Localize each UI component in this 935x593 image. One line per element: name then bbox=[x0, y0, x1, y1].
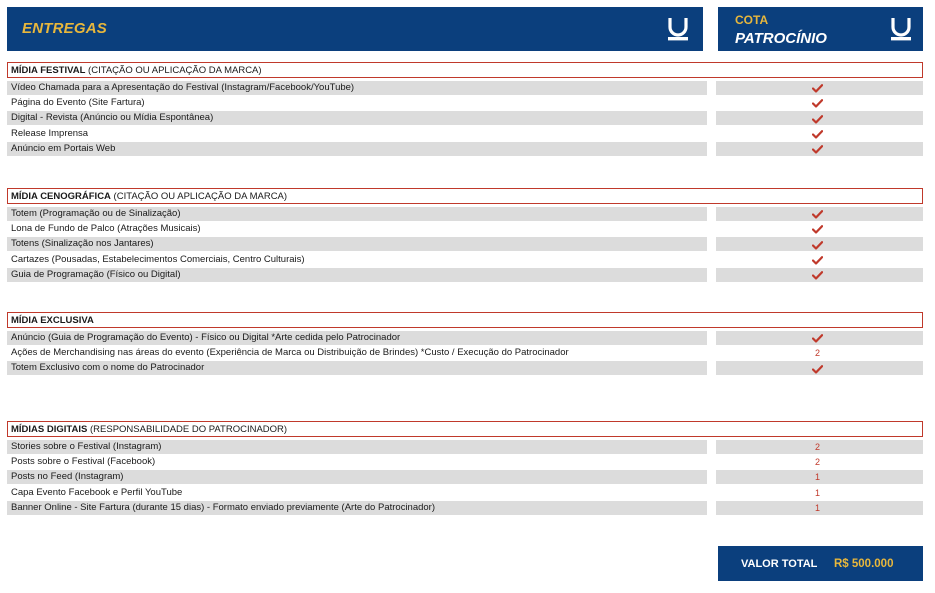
deliverable-label: Release Imprensa bbox=[11, 127, 89, 139]
section-title-rest: (CITAÇÃO OU APLICAÇÃO DA MARCA) bbox=[110, 191, 288, 202]
u-logo-icon bbox=[890, 16, 912, 42]
deliverable-label: Banner Online - Site Fartura (durante 15 dias) - Formato enviado previamente (Arte do Patrocinador) bbox=[7, 501, 707, 515]
deliverable-row bbox=[7, 346, 923, 361]
deliverable-value bbox=[716, 486, 923, 500]
deliverable-label: Capa Evento Facebook e Perfil YouTube bbox=[11, 486, 183, 498]
section-title-bold: MÍDIA FESTIVAL bbox=[11, 65, 86, 76]
deliverable-row bbox=[7, 96, 923, 111]
quantity-value: 2 bbox=[814, 457, 820, 468]
checkmark-icon bbox=[812, 99, 823, 108]
deliverable-value bbox=[716, 207, 923, 221]
quantity-value: 1 bbox=[814, 502, 820, 513]
valor-total-box bbox=[718, 546, 923, 581]
deliverable-label: Anúncio em Portais Web bbox=[7, 142, 707, 156]
deliverable-row bbox=[7, 331, 923, 346]
deliverable-row bbox=[7, 127, 923, 142]
checkmark-icon bbox=[812, 84, 823, 93]
deliverable-value bbox=[716, 253, 923, 267]
checkmark-icon bbox=[812, 334, 823, 343]
entregas-header bbox=[7, 7, 703, 51]
checkmark-icon bbox=[812, 241, 823, 250]
deliverable-row bbox=[7, 81, 923, 96]
deliverable-value bbox=[716, 346, 923, 360]
deliverable-value bbox=[716, 111, 923, 125]
deliverable-value bbox=[716, 470, 923, 484]
checkmark-icon bbox=[812, 256, 823, 265]
deliverable-row bbox=[7, 142, 923, 157]
deliverable-value bbox=[716, 268, 923, 282]
checkmark-icon bbox=[812, 115, 823, 124]
checkmark-icon bbox=[812, 225, 823, 234]
deliverable-value bbox=[716, 440, 923, 454]
deliverable-value bbox=[716, 501, 923, 515]
section-title-bold: MÍDIA EXCLUSIVA bbox=[11, 315, 94, 326]
deliverable-label: Lona de Fundo de Palco (Atrações Musicais) bbox=[11, 223, 201, 235]
section-title-bold: MÍDIAS DIGITAIS bbox=[11, 424, 88, 435]
deliverable-row bbox=[7, 486, 923, 501]
deliverable-label: Posts no Feed (Instagram) bbox=[7, 470, 707, 484]
deliverable-label: Guia de Programação (Físico ou Digital) bbox=[7, 268, 707, 282]
deliverable-label: Totens (Sinalização nos Jantares) bbox=[7, 237, 707, 251]
deliverable-row bbox=[7, 237, 923, 252]
cota-label: COTA bbox=[735, 13, 769, 27]
deliverable-value bbox=[716, 142, 923, 156]
patrocinio-label: PATROCÍNIO bbox=[735, 30, 827, 47]
deliverable-row bbox=[7, 455, 923, 470]
deliverable-row bbox=[7, 501, 923, 516]
checkmark-icon bbox=[812, 365, 823, 374]
checkmark-icon bbox=[812, 145, 823, 154]
deliverable-label: Totem (Programação ou de Sinalização) bbox=[7, 207, 707, 221]
deliverable-row bbox=[7, 361, 923, 376]
deliverable-label: Stories sobre o Festival (Instagram) bbox=[7, 440, 707, 454]
deliverable-label: Página do Evento (Site Fartura) bbox=[11, 97, 145, 109]
section-title-rest: (RESPONSABILIDADE DO PATROCINADOR) bbox=[87, 424, 288, 435]
quantity-value: 2 bbox=[814, 442, 820, 452]
deliverable-label: Ações de Merchandising nas áreas do evento (Experiência de Marca ou Distribuição de Brindes) *Custo / Execução do Patrocinador bbox=[11, 347, 569, 359]
deliverable-row bbox=[7, 222, 923, 237]
deliverable-label: Posts sobre o Festival (Facebook) bbox=[11, 456, 156, 468]
checkmark-icon bbox=[812, 130, 823, 139]
section-midia-exclusiva bbox=[7, 312, 923, 377]
deliverable-row bbox=[7, 207, 923, 222]
quantity-value: 1 bbox=[814, 487, 820, 498]
deliverable-value bbox=[716, 455, 923, 469]
section-title-rest: (CITAÇÃO OU APLICAÇÃO DA MARCA) bbox=[85, 65, 262, 76]
quantity-value: 1 bbox=[814, 472, 820, 483]
deliverable-value bbox=[716, 96, 923, 110]
entregas-title: ENTREGAS bbox=[22, 20, 107, 37]
deliverable-row bbox=[7, 253, 923, 268]
cota-header bbox=[718, 7, 923, 51]
section-midia-cenografica bbox=[7, 188, 923, 283]
deliverable-label: Anúncio (Guia de Programação do Evento) - Físico ou Digital *Arte cedida pelo Patrocinador bbox=[7, 331, 707, 345]
section-midia-festival bbox=[7, 62, 923, 157]
section-title bbox=[7, 62, 923, 78]
u-logo-icon bbox=[667, 16, 689, 42]
section-title bbox=[7, 312, 923, 328]
deliverable-value bbox=[716, 237, 923, 251]
checkmark-icon bbox=[812, 210, 823, 219]
deliverable-label: Digital - Revista (Anúncio ou Mídia Espontânea) bbox=[7, 111, 707, 125]
quantity-value: 2 bbox=[814, 348, 820, 359]
deliverable-row bbox=[7, 470, 923, 485]
section-midias-digitais bbox=[7, 421, 923, 516]
section-title bbox=[7, 421, 923, 437]
deliverable-value bbox=[716, 222, 923, 236]
deliverable-value bbox=[716, 361, 923, 375]
deliverable-row bbox=[7, 268, 923, 283]
deliverable-value bbox=[716, 331, 923, 345]
deliverable-label: Cartazes (Pousadas, Estabelecimentos Comerciais, Centro Culturais) bbox=[11, 253, 305, 265]
section-title-bold: MÍDIA CENOGRÁFICA bbox=[11, 191, 111, 202]
valor-total-value: R$ 500.000 bbox=[834, 558, 894, 570]
deliverable-label: Vídeo Chamada para a Apresentação do Festival (Instagram/Facebook/YouTube) bbox=[7, 81, 707, 95]
deliverable-value bbox=[716, 81, 923, 95]
deliverable-label: Totem Exclusivo com o nome do Patrocinador bbox=[7, 361, 707, 375]
deliverable-value bbox=[716, 127, 923, 141]
checkmark-icon bbox=[812, 271, 823, 280]
deliverable-row bbox=[7, 440, 923, 455]
section-title bbox=[7, 188, 923, 204]
valor-total-label: VALOR TOTAL bbox=[741, 558, 818, 570]
deliverable-row bbox=[7, 111, 923, 126]
